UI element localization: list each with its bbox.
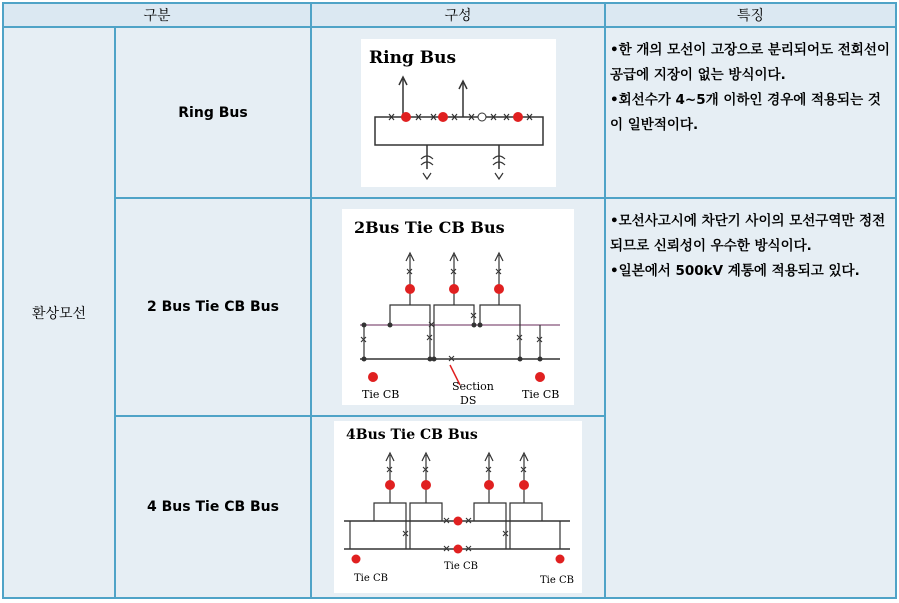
two-bus-tie-cb-diagram — [342, 209, 574, 405]
scheme-name: 2 Bus Tie CB Bus — [115, 198, 311, 416]
label-tie-cb-right: Tie CB — [540, 575, 574, 586]
feature-item: •회선수가 4~5개 이하인 경우에 적용되는 것이 일반적이다. — [610, 92, 881, 133]
tie-breaker-icon — [368, 372, 378, 382]
tie-breaker-icon — [535, 372, 545, 382]
breaker-icon — [421, 480, 431, 490]
arrow-down-icon — [423, 173, 431, 179]
feeder-group — [364, 253, 540, 359]
feeder-group — [350, 453, 560, 549]
header-category: 구분 — [3, 3, 311, 27]
tie-breaker-icon — [556, 555, 565, 564]
header-features: 특징 — [605, 3, 896, 27]
label-tie-cb-left: Tie CB — [362, 388, 400, 401]
breaker-icon — [513, 112, 523, 122]
arrow-down-icon — [495, 173, 503, 179]
label-tie-cb-center: Tie CB — [444, 561, 478, 572]
tie-breaker-icon — [352, 555, 361, 564]
diagram-title: 4Bus Tie CB Bus — [346, 427, 478, 443]
label-section: Section — [452, 380, 494, 393]
category-cell: 환상모선 — [3, 27, 115, 598]
tie-breaker-icon — [454, 517, 463, 526]
four-bus-tie-cb-diagram — [334, 421, 582, 593]
diagram-title: 2Bus Tie CB Bus — [354, 218, 505, 237]
breaker-icon — [484, 480, 494, 490]
label-tie-cb-left: Tie CB — [354, 573, 388, 584]
feature-item: •한 개의 모선이 고장으로 분리되어도 전회선이 공급에 지장이 없는 방식이다. — [610, 42, 890, 83]
header-row — [3, 3, 896, 27]
junction-dots — [362, 323, 543, 362]
breaker-icon — [401, 112, 411, 122]
scheme-name: Ring Bus — [115, 27, 311, 198]
composition-cell — [311, 27, 605, 198]
ring-bus-diagram — [361, 39, 556, 187]
label-ds: DS — [460, 394, 477, 405]
table-row — [3, 27, 896, 198]
breaker-icon — [385, 480, 395, 490]
tie-breaker-icon — [454, 545, 463, 554]
feature-item: •일본에서 500kV 계통에 적용되고 있다. — [610, 263, 860, 279]
label-tie-cb-right: Tie CB — [522, 388, 560, 401]
features-cell — [605, 27, 896, 198]
breaker-icon — [494, 284, 504, 294]
disconnect-switch-icons — [361, 269, 542, 361]
bus-scheme-table — [2, 2, 897, 599]
diagram-title: Ring Bus — [368, 47, 456, 68]
feature-item: •모선사고시에 차단기 사이의 모선구역만 정전되므로 신뢰성이 우수한 방식이다. — [610, 213, 886, 254]
breaker-icon — [405, 284, 415, 294]
breaker-icon — [449, 284, 459, 294]
header-composition: 구성 — [311, 3, 605, 27]
breaker-icon — [519, 480, 529, 490]
open-breaker-icon — [478, 113, 486, 121]
table-row — [3, 198, 896, 416]
composition-cell — [311, 416, 605, 598]
disconnect-switch-icons — [387, 467, 526, 551]
composition-cell — [311, 198, 605, 416]
features-cell — [605, 198, 896, 598]
breaker-icon — [438, 112, 448, 122]
scheme-name: 4 Bus Tie CB Bus — [115, 416, 311, 598]
